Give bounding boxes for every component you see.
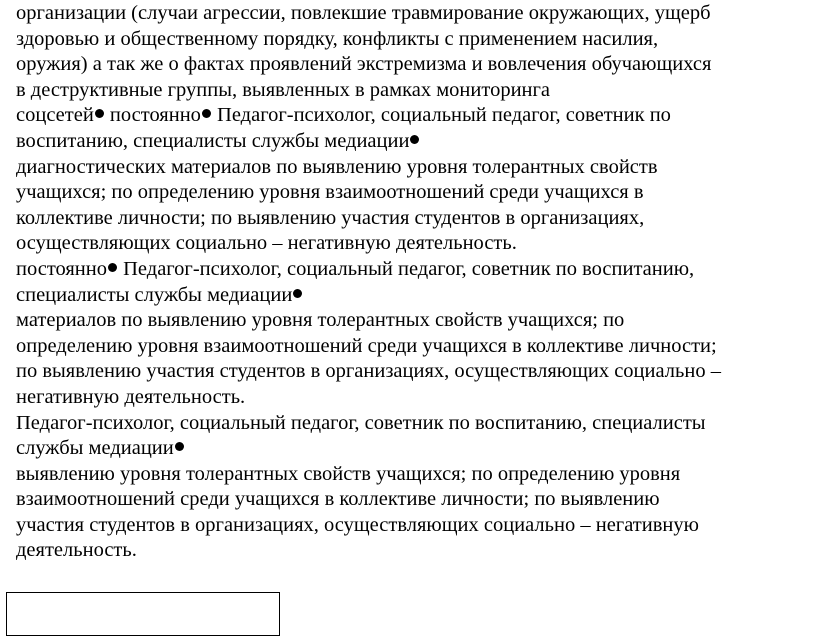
- bullet-icon: [410, 135, 419, 144]
- text-segment: воспитанию, специалисты службы медиации: [16, 129, 410, 152]
- document-text: [16, 1, 808, 564]
- text-segment: оружия) а так же о фактах проявлений экстремизма и вовлечения обучающихся: [16, 53, 712, 76]
- text-segment: учащихся; по определению уровня взаимоотношений среди учащихся в: [16, 181, 644, 204]
- bullet-icon: [108, 263, 117, 272]
- text-segment: взаимоотношений среди учащихся в коллективе личности; по выявлению: [16, 488, 660, 511]
- text-line: [16, 180, 808, 206]
- text-segment: по выявлению участия студентов в организациях, осуществляющих социально –: [16, 360, 721, 383]
- text-line: [16, 487, 808, 513]
- text-segment: организации (случаи агрессии, повлекшие травмирование окружающих, ущерб: [16, 2, 711, 24]
- text-line: [16, 103, 808, 129]
- text-segment: Педагог-психолог, социальный педагог, советник по воспитанию,: [118, 257, 695, 280]
- text-segment: деятельность.: [16, 539, 137, 562]
- text-segment: негативную деятельность.: [16, 385, 246, 408]
- text-line: [16, 436, 808, 462]
- text-line: [16, 27, 808, 53]
- text-segment: выявлению уровня толерантных свойств учащихся; по определению уровня: [16, 462, 681, 485]
- bullet-icon: [175, 442, 184, 451]
- text-line: [16, 231, 808, 257]
- text-line: [16, 308, 808, 334]
- text-line: [16, 257, 808, 283]
- text-line: [16, 359, 808, 385]
- text-segment: постоянно: [16, 257, 107, 280]
- text-segment: коллективе личности; по выявлению участия студентов в организациях,: [16, 206, 645, 229]
- text-segment: осуществляющих социально – негативную деятельность.: [16, 232, 517, 255]
- text-line: [16, 411, 808, 437]
- text-segment: Педагог-психолог, социальный педагог, советник по воспитанию, специалисты: [16, 411, 706, 434]
- text-segment: здоровью и общественному порядку, конфликты с применением насилия,: [16, 27, 659, 50]
- text-line: [16, 52, 808, 78]
- text-line: [16, 462, 808, 488]
- text-line: [16, 538, 808, 564]
- empty-text-box[interactable]: [6, 592, 280, 636]
- bullet-icon: [202, 109, 211, 118]
- text-segment: службы медиации: [16, 437, 174, 460]
- text-line: [16, 129, 808, 155]
- text-segment: в деструктивные группы, выявленных в рамках мониторинга: [16, 78, 551, 101]
- bullet-icon: [293, 289, 302, 298]
- text-segment: постоянно: [104, 104, 201, 127]
- text-segment: соцсетей: [16, 104, 94, 127]
- text-segment: определению уровня взаимоотношений среди учащихся в коллективе личности;: [16, 334, 717, 357]
- text-segment: Педагог-психолог, социальный педагог, советник по: [211, 104, 671, 127]
- text-segment: специалисты службы медиации: [16, 283, 293, 306]
- bullet-icon: [95, 109, 104, 118]
- text-line: [16, 385, 808, 411]
- text-line: [16, 78, 808, 104]
- text-segment: диагностических материалов по выявлению уровня толерантных свойств: [16, 155, 658, 178]
- text-line: [16, 283, 808, 309]
- text-line: [16, 334, 808, 360]
- text-line: [16, 513, 808, 539]
- text-line: [16, 206, 808, 232]
- text-segment: участия студентов в организациях, осуществляющих социально – негативную: [16, 513, 699, 536]
- text-segment: материалов по выявлению уровня толерантных свойств учащихся; по: [16, 309, 625, 332]
- text-line: [16, 1, 808, 27]
- text-line: [16, 155, 808, 181]
